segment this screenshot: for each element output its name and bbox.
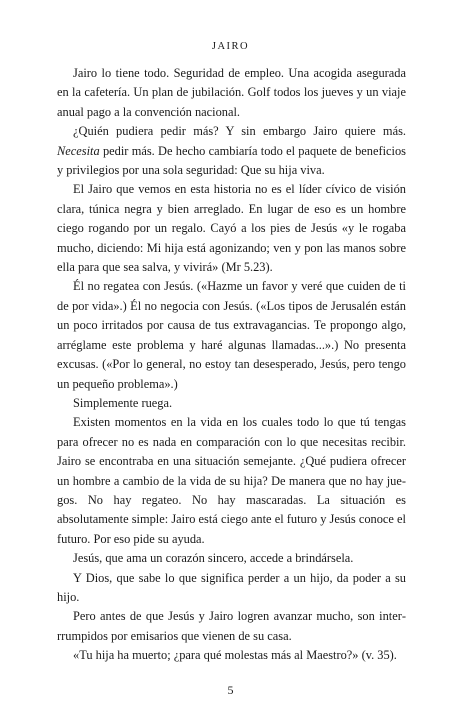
paragraph [57,607,406,646]
paragraph [57,180,406,277]
paragraph-text: Jairo lo tiene todo. Seguridad de empleo. Una acogida asegurada en la cafetería. Un plan de jubilación. Golf todos los jueves y un viaje anual pago a la convención nacional. [57,66,406,119]
paragraph-text: Pero antes de que Jesús y Jairo logren avanzar mucho, son interrrumpidos por emisarios que vienen de su casa. [57,609,406,643]
paragraph-text: Existen momentos en la vida en los cuales todo lo que tú tengas para ofrecer no es nada en comparación con lo que necesitas recibir. Jairo se encontraba en una situación semejante. ¿Qué pudiera ofrecer un hombre a cambio de la vida de su hija? De manera que no hay juegos. No hay regateo. No hay mascaradas. La situación es absolutamente simple: Jairo está ciego ante el futuro y Jesús conoce el futuro. Por eso pide su ayuda. [57,415,406,546]
paragraph [57,277,406,393]
paragraph [57,549,406,568]
paragraph-text: ¿Quién pudiera pedir más? Y sin embargo Jairo quiere más. [73,124,406,139]
page-number: 5 [227,683,234,697]
paragraph-text: pedir más. De hecho cambiaría todo el paquete de beneficios y privilegios por una sola seguridad: Que su hija viva. [57,143,406,178]
paragraph-text: Jesús, que ama un corazón sincero, accede a brindársela. [73,551,354,566]
paragraph [57,646,406,665]
paragraph-text: El Jairo que vemos en esta historia no es el líder cívico de visión clara, túnica negra y bien arreglado. En lugar de eso es un hombre ciego rogando por un regalo. Cayó a los pies de Jesús «y le rogaba mucho, diciendo: Mi hija está agonizando; ven y pon las manos sobre ella para que sea salva, y vivirá» (Mr 5.23). [57,182,406,275]
emphasis-text: Necesita [57,143,100,158]
paragraph-text: Y Dios, que sabe lo que significa perder a un hijo, da poder a su hijo. [57,570,406,604]
paragraph [57,394,406,413]
paragraph [57,64,406,122]
paragraph-text: Simplemente ruega. [73,395,173,410]
body-text [57,64,406,666]
paragraph [57,122,406,180]
paragraph [57,413,406,549]
paragraph-text: «Tu hija ha muerto; ¿para qué molestas más al Maestro?» (v. 35). [73,648,397,663]
paragraph-text: Él no regatea con Jesús. («Hazme un favor y veré que cuiden de ti de por vida».) Él no negocia con Jesús. («Los tipos de Jerusalén están un poco irritados por causa de tus extravagancias. Te propongo algo, arréglame este problema y haré algunas llamadas...».) No presenta excusas. («Por lo general, no estoy tan desesperado, Jesús, pero tengo un pequeño problema».) [57,279,406,391]
running-head: JAIRO [211,41,250,52]
paragraph [57,569,406,608]
